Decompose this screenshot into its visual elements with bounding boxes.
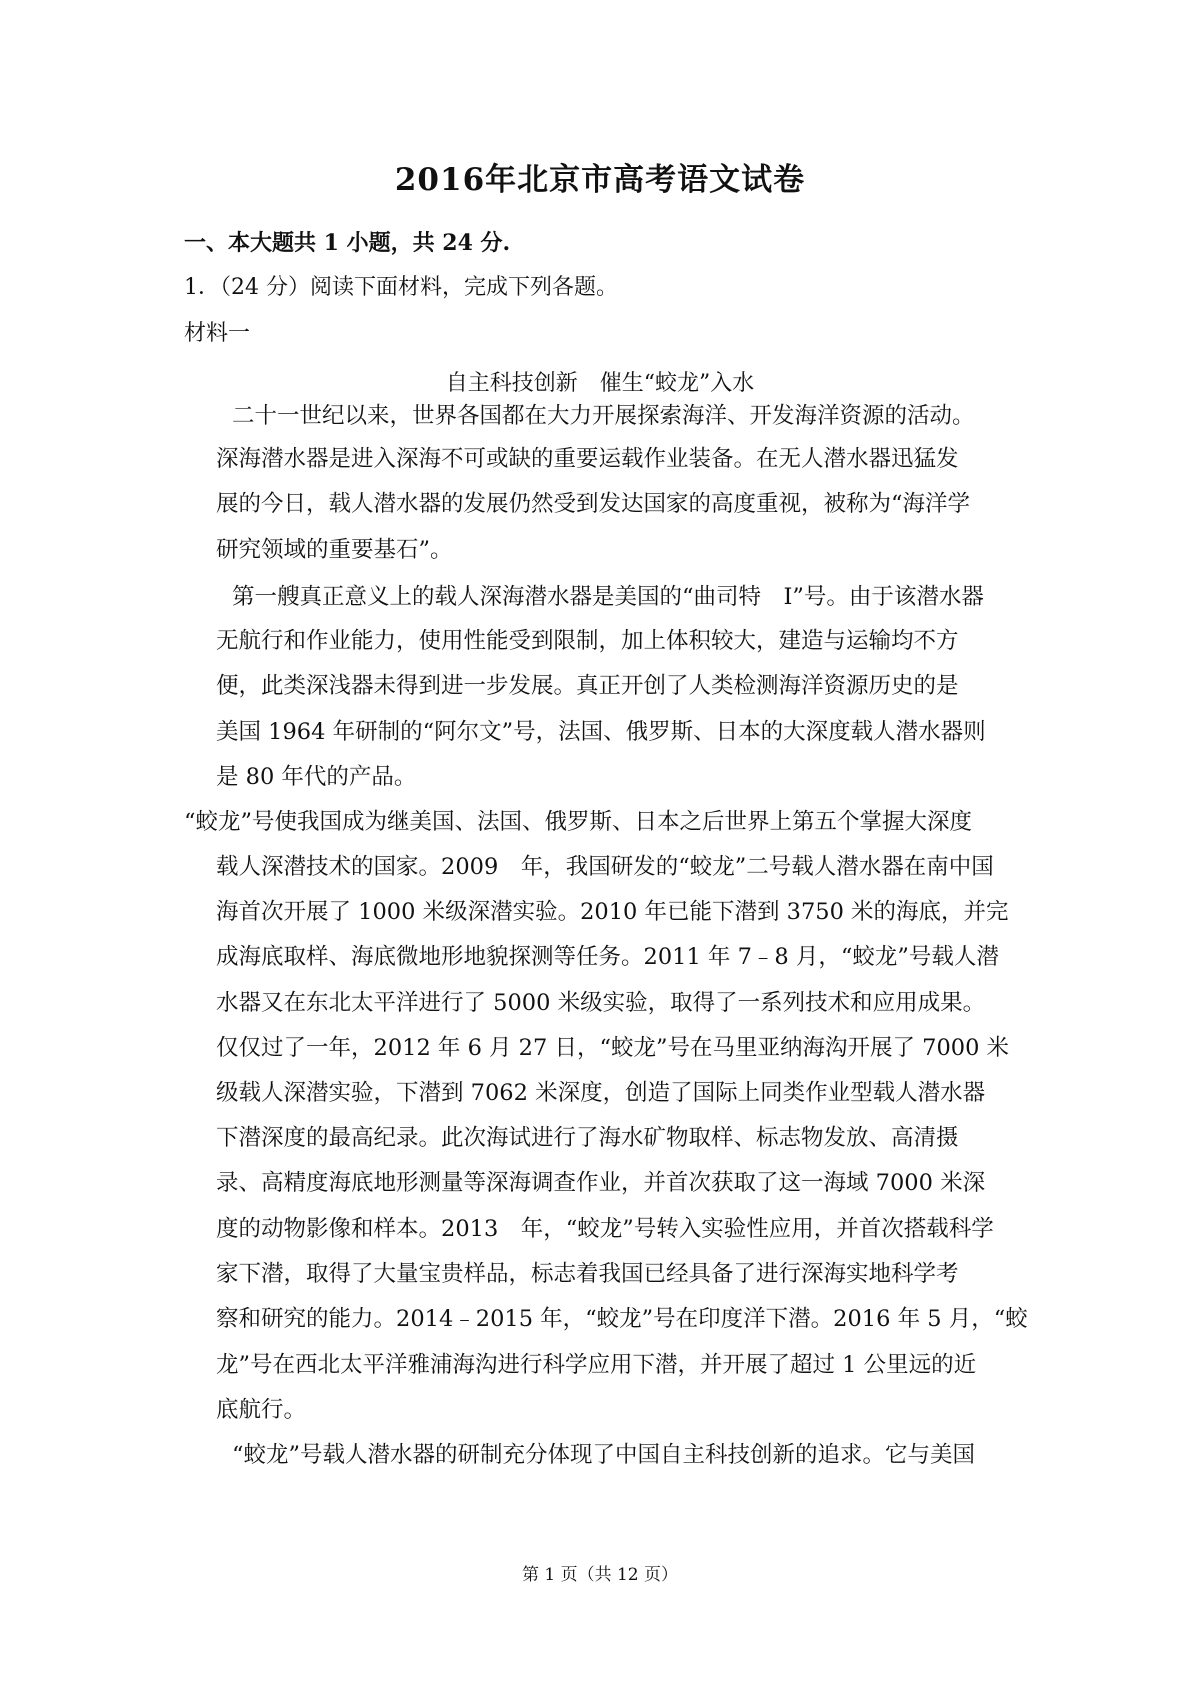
body-line: 家下潜，取得了大量宝贵样品，标志着我国已经具备了进行深海实地科学考	[216, 1261, 959, 1287]
body-line: “蛟龙”号使我国成为继美国、法国、俄罗斯、日本之后世界上第五个掌握大深度	[184, 809, 973, 835]
body-line: 成海底取样、海底微地形地貌探测等任务。2011 年 7﹣8 月，“蛟龙”号载人潜	[216, 944, 999, 970]
body-line: 海首次开展了 1000 米级深潜实验。2010 年已能下潜到 3750 米的海底，并完	[216, 899, 1009, 925]
body-line: 下潜深度的最高纪录。此次海试进行了海水矿物取样、标志物发放、高清摄	[216, 1125, 959, 1151]
body-line: 龙”号在西北太平洋雅浦海沟进行科学应用下潜，并开展了超过 1 公里远的近	[216, 1352, 977, 1378]
document-title: 2016年北京市高考语文试卷	[394, 162, 806, 198]
body-line: 载人深潜技术的国家。2009 年，我国研发的“蛟龙”二号载人潜水器在南中国	[216, 854, 994, 880]
body-line: 仅仅过了一年，2012 年 6 月 27 日，“蛟龙”号在马里亚纳海沟开展了 7000 米	[216, 1035, 1010, 1061]
body-line: 便，此类深浅器未得到进一步发展。真正开创了人类检测海洋资源历史的是	[216, 673, 959, 699]
body-line: “蛟龙”号载人潜水器的研制充分体现了中国自主科技创新的追求。它与美国	[232, 1442, 976, 1468]
section-heading: 一、本大题共 1 小题，共 24 分.	[184, 230, 511, 256]
body-line: 展的今日，载人潜水器的发展仍然受到发达国家的高度重视，被称为“海洋学	[216, 491, 971, 517]
body-line: 察和研究的能力。2014﹣2015 年，“蛟龙”号在印度洋下潜。2016 年 5 月，“蛟	[216, 1306, 1028, 1332]
page-footer: 第 1 页（共 12 页）	[521, 1565, 679, 1585]
material-label: 材料一	[184, 321, 251, 346]
body-line: 录、高精度海底地形测量等深海调查作业，并首次获取了这一海域 7000 米深	[216, 1170, 986, 1196]
body-line: 二十一世纪以来，世界各国都在大力开展探索海洋、开发海洋资源的活动。	[232, 403, 975, 429]
body-line: 美国 1964 年研制的“阿尔文”号，法国、俄罗斯、日本的大深度载人潜水器则	[216, 719, 986, 745]
body-line: 水器又在东北太平洋进行了 5000 米级实验，取得了一系列技术和应用成果。	[216, 990, 986, 1016]
body-line: 是 80 年代的产品。	[216, 764, 417, 790]
body-line: 级载人深潜实验，下潜到 7062 米深度，创造了国际上同类作业型载人潜水器	[216, 1080, 986, 1106]
body-line: 无航行和作业能力，使用性能受到限制，加上体积较大，建造与运输均不方	[216, 628, 959, 654]
body-line: 深海潜水器是进入深海不可或缺的重要运载作业装备。在无人潜水器迅猛发	[216, 446, 959, 472]
body-line: 度的动物影像和样本。2013 年，“蛟龙”号转入实验性应用，并首次搭载科学	[216, 1216, 994, 1242]
question-prompt: 1．（24 分）阅读下面材料，完成下列各题。	[184, 275, 618, 300]
body-line: 研究领域的重要基石”。	[216, 537, 453, 563]
body-line: 底航行。	[216, 1397, 307, 1423]
body-line: 第一艘真正意义上的载人深海潜水器是美国的“曲司特 I”号。由于该潜水器	[232, 584, 984, 610]
article-title: 自主科技创新 催生“蛟龙”入水	[445, 371, 755, 396]
